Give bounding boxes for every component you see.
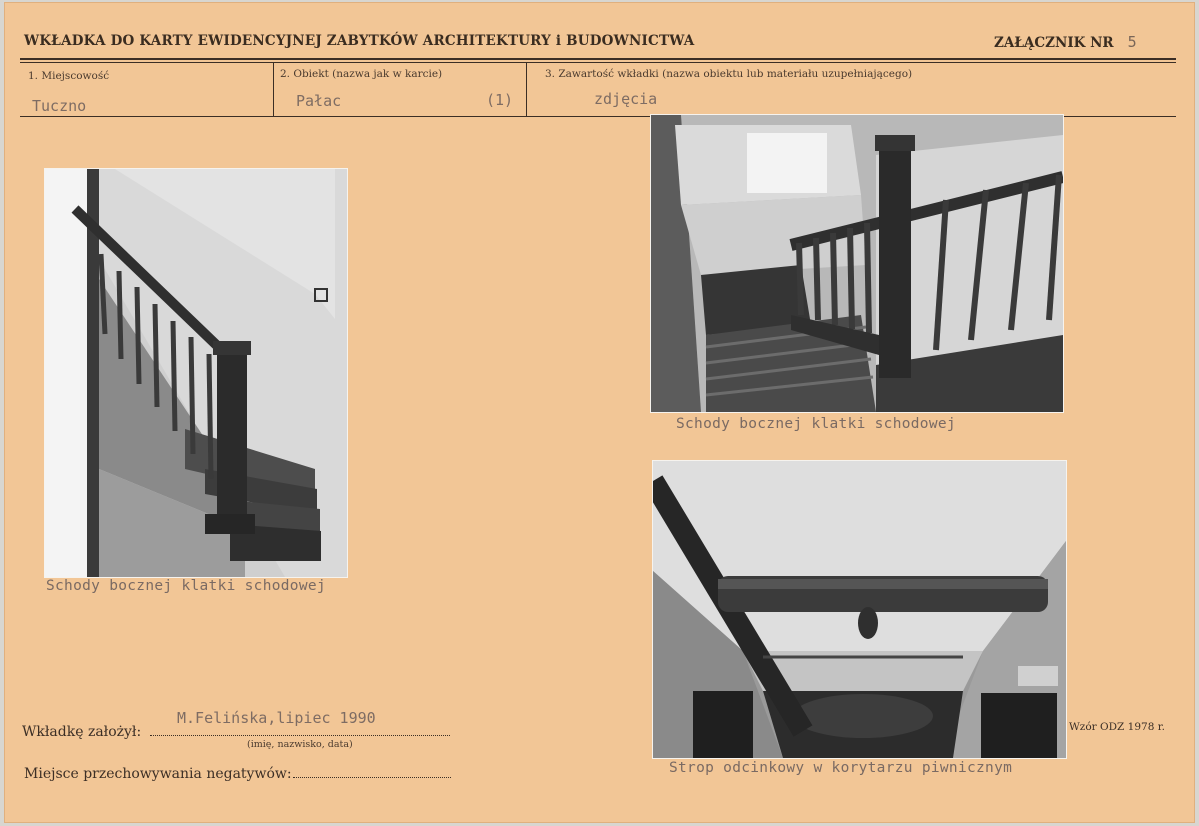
- record-card-insert: [4, 2, 1195, 823]
- annex-label: [994, 33, 1137, 51]
- photo-staircase-above: [650, 114, 1064, 413]
- created-by-label: Wkładkę założył:: [22, 724, 142, 740]
- annex-label-text: ZAŁĄCZNIK NR: [994, 35, 1114, 51]
- object-label: 2. Obiekt (nazwa jak w karcie): [280, 68, 443, 80]
- staircase-photo-graphic: [45, 169, 347, 577]
- place-value: Tuczno: [32, 97, 87, 115]
- negatives-label: Miejsce przechowywania negatywów:: [24, 766, 292, 782]
- created-by-note: (imię, nazwisko, data): [247, 739, 353, 750]
- object-number: (1): [486, 91, 514, 109]
- created-by-line: [150, 735, 450, 736]
- contents-label: 3. Zawartość wkładki (nazwa obiektu lub materiału uzupełniającego): [545, 68, 913, 80]
- photo-1-caption: Schody bocznej klatki schodowej: [46, 578, 326, 594]
- photo-2-caption: Schody bocznej klatki schodowej: [676, 416, 956, 432]
- place-label: 1. Miejscowość: [28, 70, 110, 82]
- cellar-ceiling-photo-graphic: [653, 461, 1066, 758]
- photo-3-caption: Strop odcinkowy w korytarzu piwnicznym: [669, 760, 1013, 776]
- object-value: Pałac: [296, 92, 342, 110]
- photo-staircase-side: [44, 168, 348, 578]
- staircase-above-photo-graphic: [651, 115, 1063, 412]
- annex-number: 5: [1127, 33, 1137, 51]
- form-title: WKŁADKA DO KARTY EWIDENCYJNEJ ZABYTKÓW ARCHITEKTURY i BUDOWNICTWA: [24, 33, 695, 49]
- field-divider-1: [273, 63, 274, 116]
- form-code: Wzór ODZ 1978 r.: [1069, 721, 1165, 733]
- photo-cellar-ceiling: [652, 460, 1067, 759]
- created-by-value: M.Felińska,lipiec 1990: [177, 709, 376, 727]
- header-rule-top: [20, 58, 1176, 60]
- contents-value: zdjęcia: [594, 90, 658, 108]
- negatives-line: [293, 777, 451, 778]
- header-rule-thin: [20, 62, 1176, 63]
- field-divider-2: [526, 63, 527, 116]
